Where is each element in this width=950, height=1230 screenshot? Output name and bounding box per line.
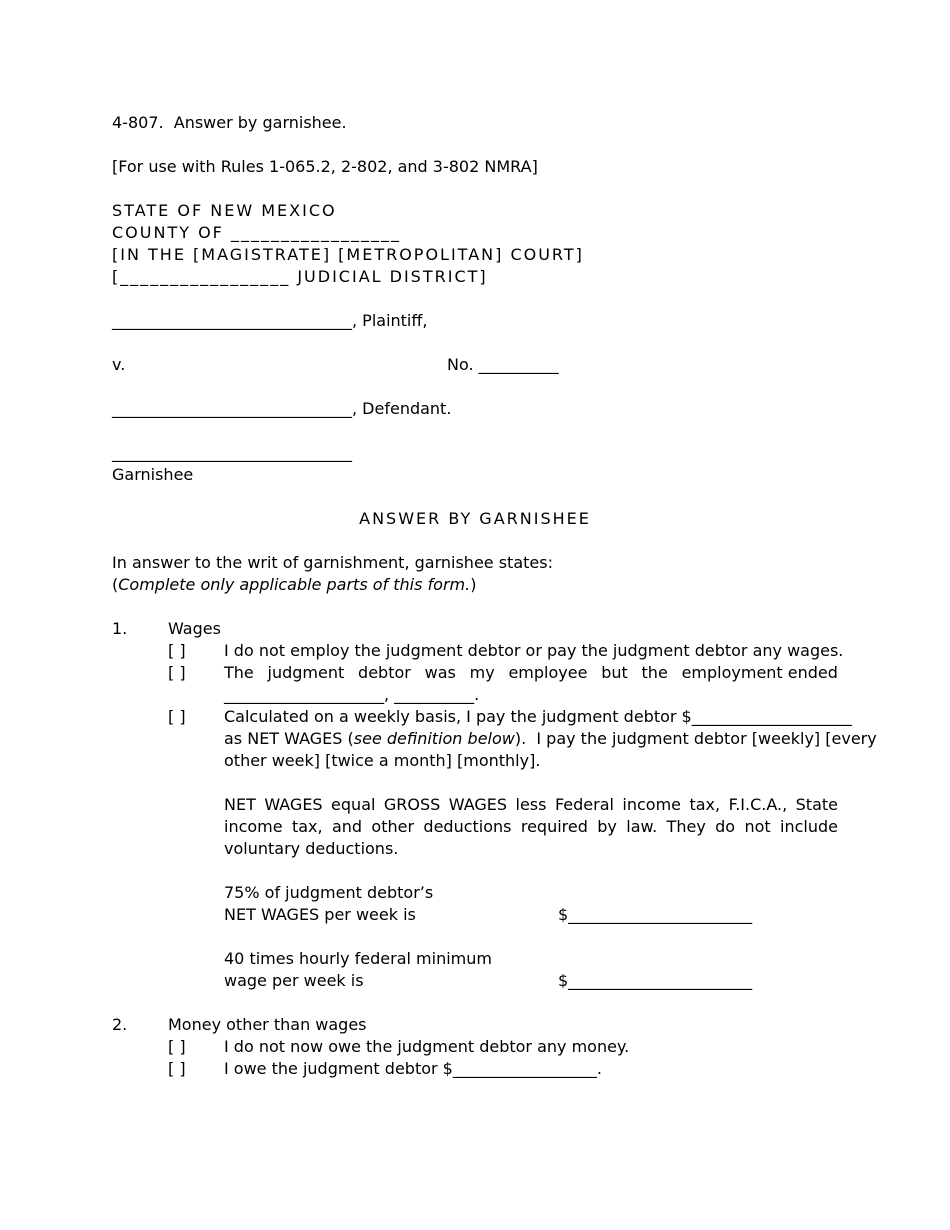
section2-heading: Money other than wages bbox=[168, 1015, 367, 1034]
calc2-label-line2: wage per week is bbox=[224, 971, 364, 990]
form-title: ANSWER BY GARNISHEE bbox=[359, 509, 591, 528]
calc1-amount[interactable]: $_______________________ bbox=[558, 905, 753, 924]
section1-item-c-line2: as NET WAGES (see definition below). I pay the judgment debtor [weekly] [every bbox=[224, 729, 877, 748]
section1-item-b-line1: The judgment debtor was my employee but the employment ended bbox=[224, 663, 838, 682]
caption-county: COUNTY OF _________________ bbox=[112, 223, 401, 242]
section1-checkbox-a[interactable]: [ ] bbox=[168, 641, 186, 660]
intro-line: In answer to the writ of garnishment, garnishee states: bbox=[112, 553, 553, 572]
section2-number: 2. bbox=[112, 1015, 128, 1034]
caption-district: [_________________ JUDICIAL DISTRICT] bbox=[112, 267, 488, 286]
section1-item-b-line2: ____________________, __________. bbox=[224, 685, 480, 704]
intro-instruction: (Complete only applicable parts of this form.) bbox=[112, 575, 477, 594]
section1-checkbox-c[interactable]: [ ] bbox=[168, 707, 186, 726]
section2-item-b: I owe the judgment debtor $__________________. bbox=[224, 1059, 602, 1078]
section1-item-c-line1: Calculated on a weekly basis, I pay the judgment debtor $____________________ bbox=[224, 707, 852, 726]
case-number: No. __________ bbox=[447, 355, 559, 374]
section1-heading: Wages bbox=[168, 619, 221, 638]
defendant-line: ______________________________, Defendant. bbox=[112, 399, 452, 418]
net-wages-definition: NET WAGES equal GROSS WAGES less Federal income tax, F.I.C.A., State income tax, and other deductions required by law. They do not include voluntary deductions. bbox=[224, 795, 838, 858]
plaintiff-line: ______________________________, Plaintiff, bbox=[112, 311, 428, 330]
calc1-label-line2: NET WAGES per week is bbox=[224, 905, 416, 924]
rule-title: 4-807. Answer by garnishee. bbox=[112, 113, 347, 132]
garnishee-blank: ______________________________ bbox=[112, 443, 352, 462]
use-note: [For use with Rules 1-065.2, 2-802, and 3-802 NMRA] bbox=[112, 157, 538, 176]
section1-item-c-line3: other week] [twice a month] [monthly]. bbox=[224, 751, 541, 770]
caption-court: [IN THE [MAGISTRATE] [METROPOLITAN] COURT] bbox=[112, 245, 584, 264]
versus: v. bbox=[112, 355, 126, 374]
caption-state: STATE OF NEW MEXICO bbox=[112, 201, 337, 220]
garnishee-label: Garnishee bbox=[112, 465, 194, 484]
section1-number: 1. bbox=[112, 619, 128, 638]
section2-item-a: I do not now owe the judgment debtor any money. bbox=[224, 1037, 630, 1056]
section2-checkbox-a[interactable]: [ ] bbox=[168, 1037, 186, 1056]
section2-checkbox-b[interactable]: [ ] bbox=[168, 1059, 186, 1078]
calc2-amount[interactable]: $_______________________ bbox=[558, 971, 753, 990]
calc2-label-line1: 40 times hourly federal minimum bbox=[224, 949, 492, 968]
section1-item-a: I do not employ the judgment debtor or pay the judgment debtor any wages. bbox=[224, 641, 844, 660]
calc1-label-line1: 75% of judgment debtor’s bbox=[224, 883, 434, 902]
section1-checkbox-b[interactable]: [ ] bbox=[168, 663, 186, 682]
